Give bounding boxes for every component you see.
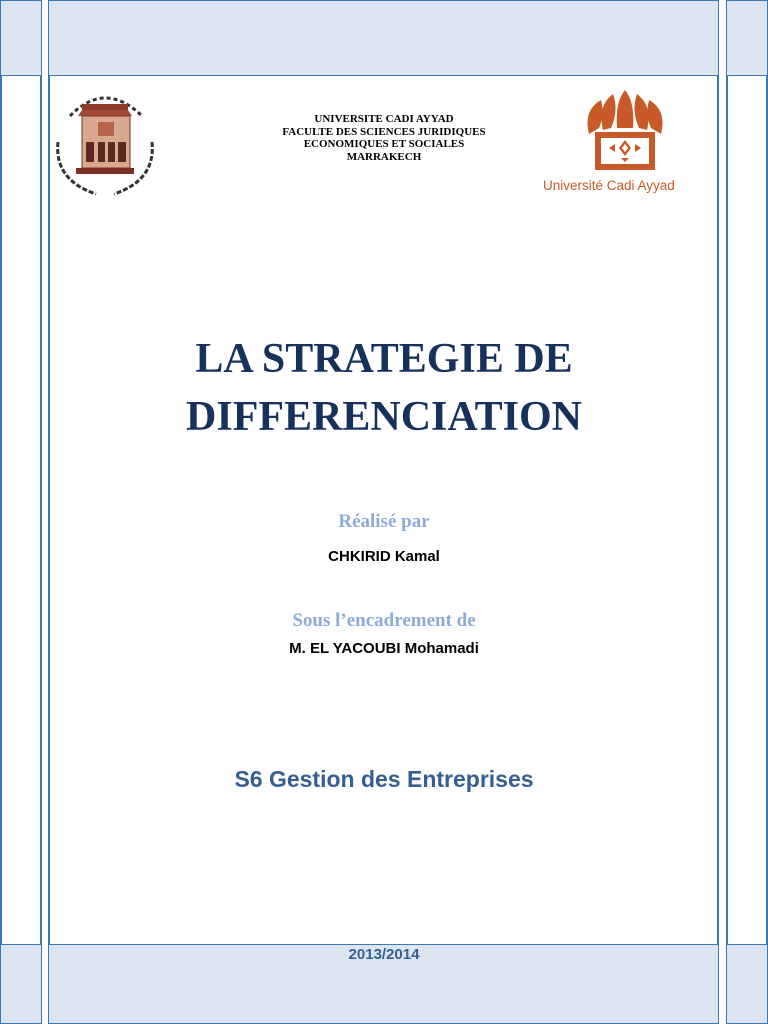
program-name: S6 Gestion des Entreprises: [234, 766, 534, 792]
university-line-4: MARRAKECH: [346, 150, 422, 163]
university-line-3: ECONOMIQUES ET SOCIALES: [303, 138, 465, 150]
logo-right-label: Université Cadi Ayyad: [543, 178, 675, 193]
top-band-left: [0, 0, 42, 76]
university-line-1: UNIVERSITE CADI AYYAD: [314, 113, 454, 125]
author-name: CHKIRID Kamal: [328, 548, 440, 565]
top-band-center: [48, 0, 719, 76]
document-title: [84, 330, 684, 446]
university-line-2: FACULTE DES SCIENCES JURIDIQUES: [282, 125, 486, 138]
title-line-1: LA STRATEGIE DE: [195, 336, 573, 382]
faculty-building-seal-icon: [52, 82, 158, 202]
realise-label: Réalisé par: [338, 511, 430, 532]
cadi-ayyad-emblem-icon: [583, 88, 667, 174]
supervisor-name: M. EL YACOUBI Mohamadi: [289, 640, 479, 657]
title-line-2: DIFFERENCIATION: [186, 394, 582, 440]
encadrement-label: Sous l’encadrement de: [292, 610, 476, 631]
top-band-right: [726, 0, 768, 76]
university-header: [250, 113, 518, 163]
academic-year: 2013/2014: [348, 946, 420, 963]
